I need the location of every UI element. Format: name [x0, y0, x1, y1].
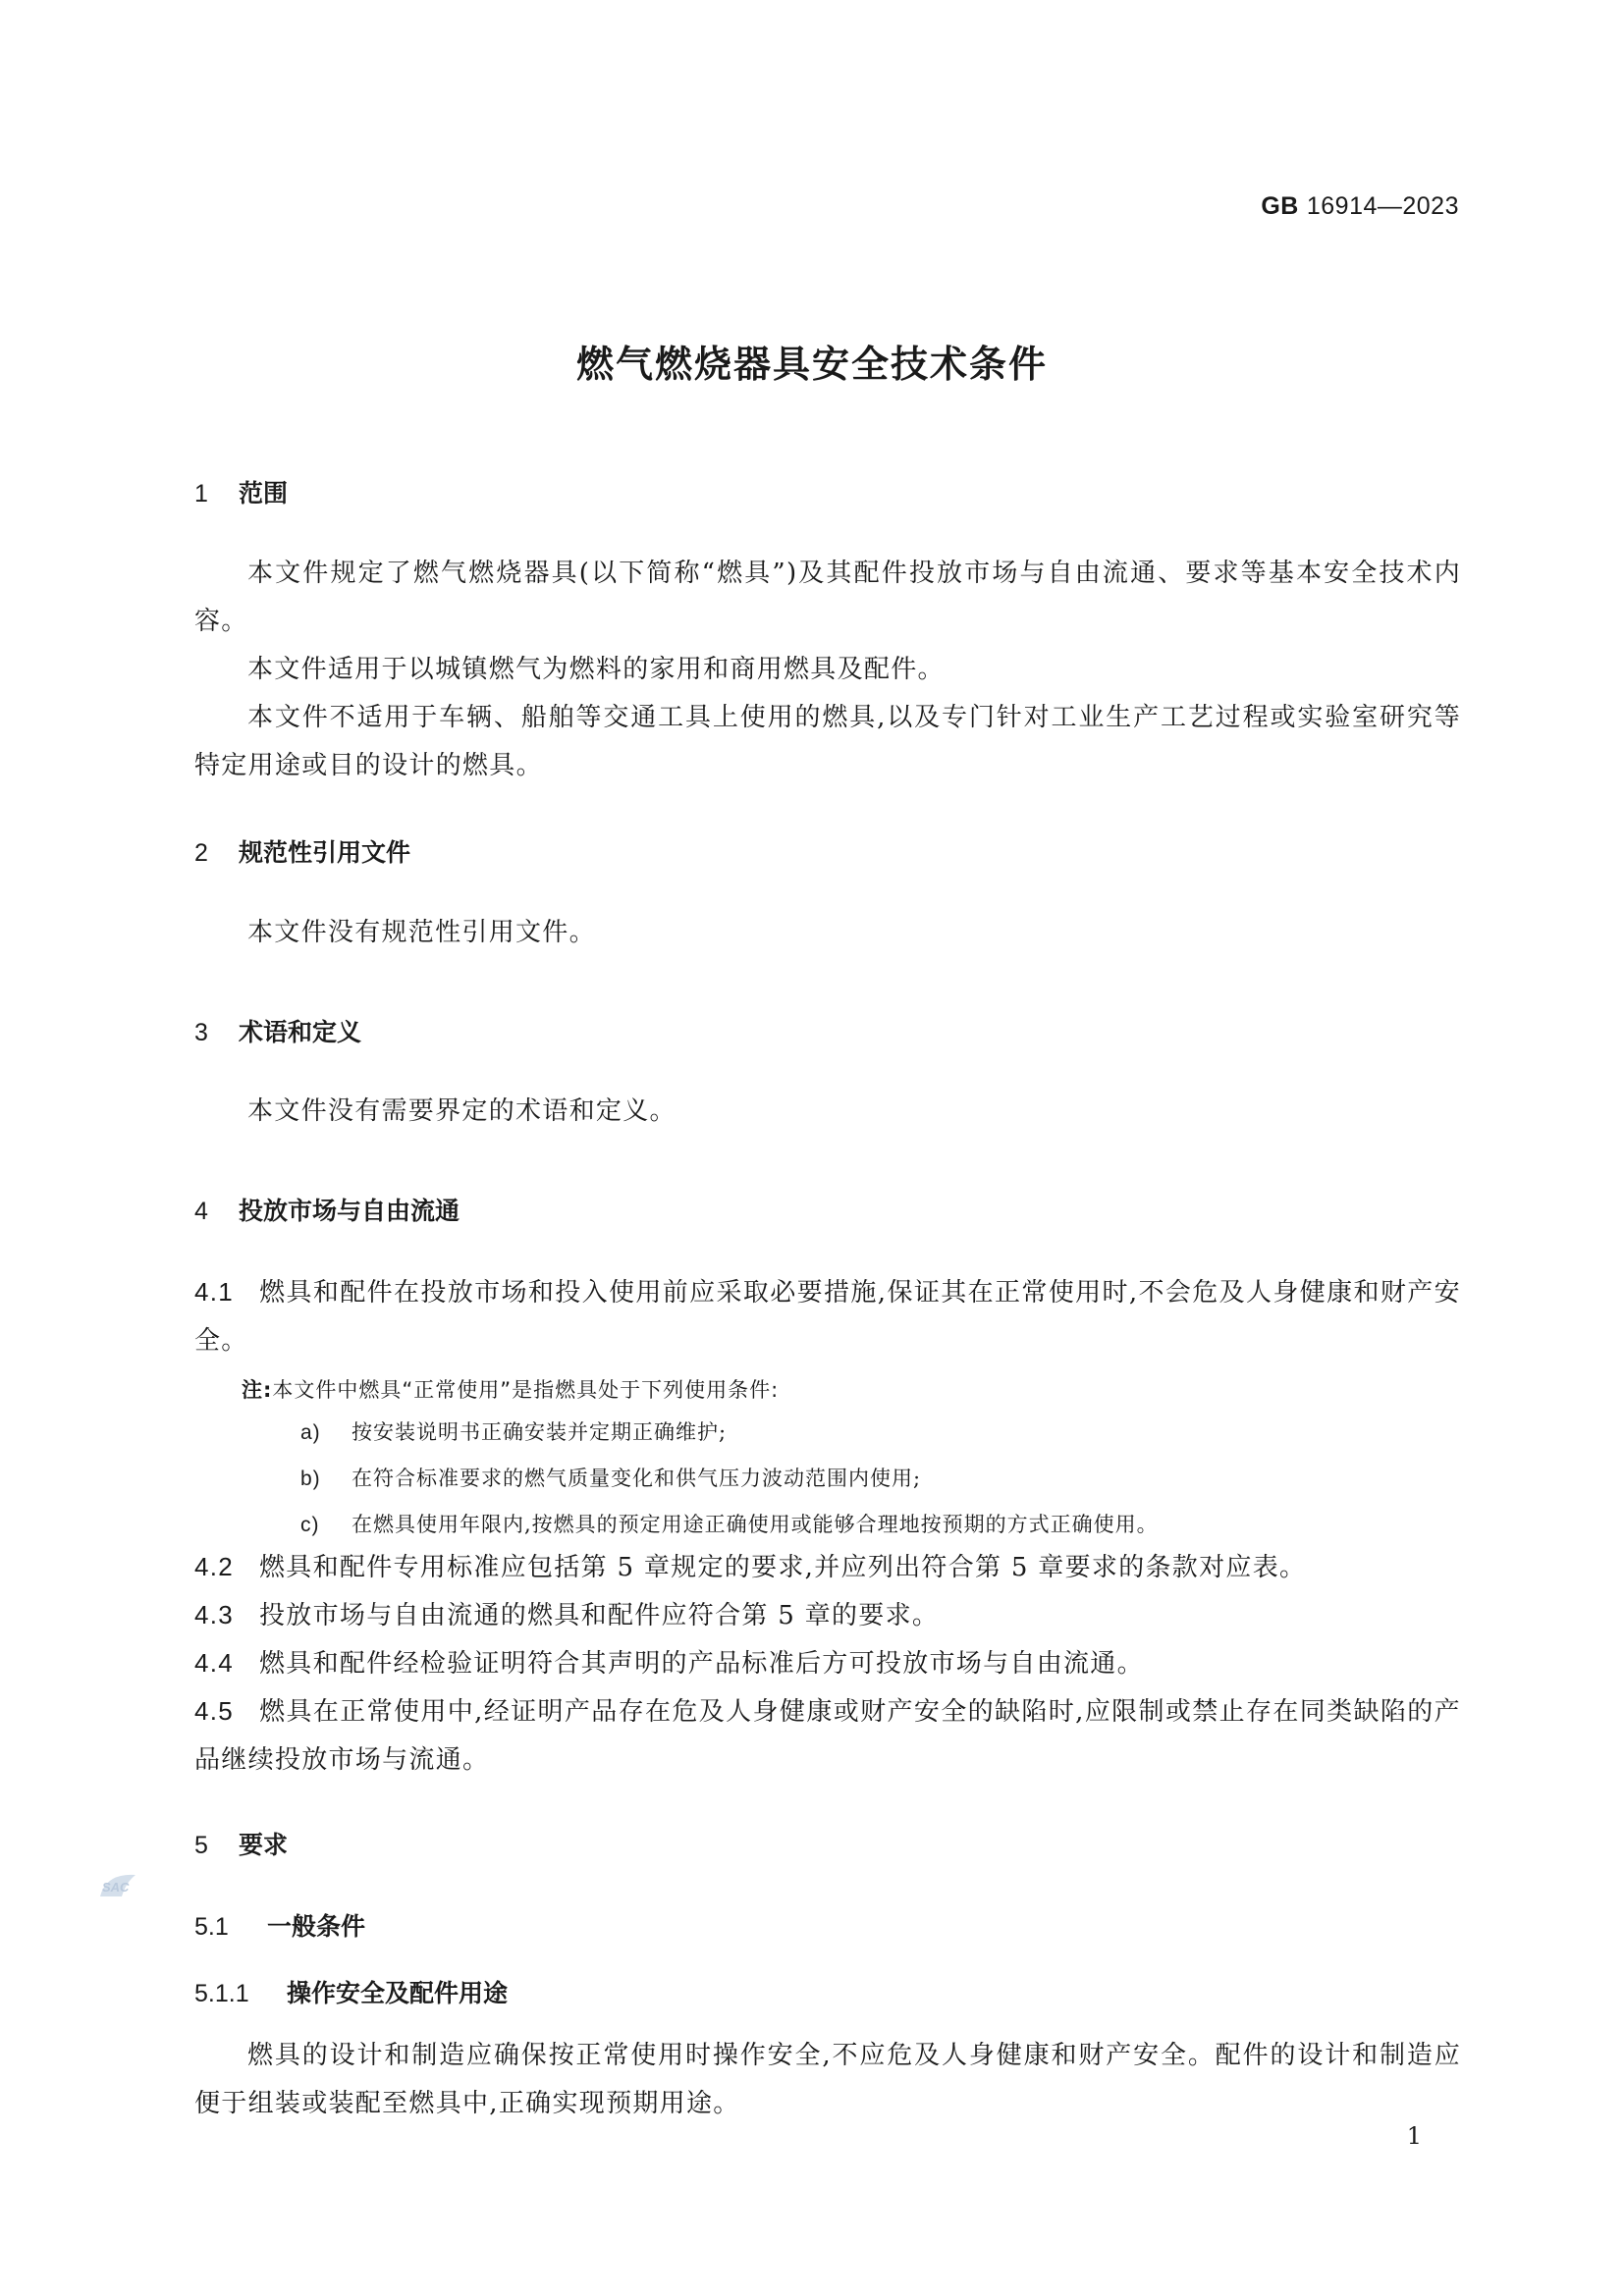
section-title: 操作安全及配件用途 [287, 1979, 509, 2007]
terms-paragraph: 本文件没有需要界定的术语和定义。 [247, 1096, 677, 1126]
section-number: 4 [194, 1198, 208, 1225]
section-title: 术语和定义 [239, 1018, 362, 1046]
clause-number: 4.4 [194, 1648, 235, 1678]
section-5-1-heading [194, 1907, 365, 1943]
note-item-letter: c) [300, 1514, 320, 1536]
section-title: 范围 [239, 479, 289, 507]
section-title: 要求 [239, 1831, 289, 1859]
section-5-heading [194, 1826, 288, 1861]
clause-text: 燃具和配件专用标准应包括第 5 章规定的要求,并应列出符合第 5 章要求的条款对应表。 [259, 1553, 1307, 1582]
clause-4-5 [194, 1687, 1461, 1785]
note-item-b [300, 1463, 921, 1492]
clause-number: 4.3 [194, 1600, 235, 1629]
scope-paragraph-2: 本文件适用于以城镇燃气为燃料的家用和商用燃具及配件。 [247, 655, 945, 684]
note-item-letter: a) [300, 1421, 321, 1444]
note-item-text: 按安装说明书正确安装并定期正确维护; [352, 1420, 728, 1444]
note-item-text: 在燃具使用年限内,按燃具的预定用途正确使用或能够合理地按预期的方式正确使用。 [352, 1513, 1159, 1536]
section-title: 一般条件 [267, 1912, 366, 1941]
section-number: 1 [194, 480, 208, 507]
section-number: 2 [194, 839, 208, 867]
page-number: 1 [1406, 2122, 1422, 2150]
standard-number: 16914—2023 [1306, 192, 1459, 220]
clause-text: 燃具和配件在投放市场和投入使用前应采取必要措施,保证其在正常使用时,不会危及人身健康和财产安全。 [194, 1278, 1461, 1356]
note-label: 注: [242, 1378, 273, 1402]
note-item-a [300, 1416, 727, 1446]
section-1-heading [194, 474, 288, 509]
note-item-c [300, 1509, 1159, 1538]
section-number: 5.1 [194, 1913, 229, 1941]
section-title: 规范性引用文件 [239, 838, 411, 867]
clause-text: 投放市场与自由流通的燃具和配件应符合第 5 章的要求。 [259, 1601, 940, 1630]
section-3-heading [194, 1013, 361, 1048]
clause-text: 燃具在正常使用中,经证明产品存在危及人身健康或财产安全的缺陷时,应限制或禁止存在同类缺陷的产品继续投放市场与流通。 [194, 1697, 1461, 1775]
note-item-text: 在符合标准要求的燃气质量变化和供气压力波动范围内使用; [352, 1467, 922, 1490]
clause-4-2 [194, 1543, 1461, 1592]
sac-watermark-logo [96, 1867, 141, 1904]
scope-paragraph-1: 本文件规定了燃气燃烧器具(以下简称“燃具”)及其配件投放市场与自由流通、要求等基本安全技术内容。 [194, 559, 1461, 636]
section-number: 5.1.1 [194, 1980, 249, 2007]
note-item-letter: b) [300, 1468, 321, 1490]
standard-code [1261, 192, 1459, 221]
clause-number: 4.5 [194, 1696, 235, 1726]
section-2-heading [194, 833, 410, 869]
svg-text:SAC: SAC [102, 1880, 130, 1895]
normative-references-paragraph: 本文件没有规范性引用文件。 [247, 918, 596, 947]
operation-safety-paragraph: 燃具的设计和制造应确保按正常使用时操作安全,不应危及人身健康和财产安全。配件的设计和制造应便于组装或装配至燃具中,正确实现预期用途。 [194, 2041, 1461, 2118]
clause-number: 4.1 [194, 1277, 235, 1307]
section-number: 3 [194, 1019, 208, 1046]
section-number: 5 [194, 1832, 208, 1859]
clause-text: 燃具和配件经检验证明符合其声明的产品标准后方可投放市场与自由流通。 [259, 1649, 1144, 1679]
document-title: 燃气燃烧器具安全技术条件 [575, 343, 1048, 386]
scope-paragraph-3: 本文件不适用于车辆、船舶等交通工具上使用的燃具,以及专门针对工业生产工艺过程或实验室研究等特定用途或目的设计的燃具。 [194, 703, 1461, 780]
clause-4-4 [194, 1639, 1461, 1688]
section-4-heading [194, 1192, 460, 1227]
section-5-1-1-heading [194, 1974, 508, 2009]
clause-number: 4.2 [194, 1552, 235, 1581]
section-title: 投放市场与自由流通 [239, 1197, 460, 1225]
clause-4-1 [194, 1268, 1461, 1365]
standard-prefix: GB [1261, 192, 1299, 220]
note-text: 本文件中燃具“正常使用”是指燃具处于下列使用条件: [272, 1378, 780, 1402]
clause-4-3 [194, 1591, 1461, 1640]
note [242, 1374, 779, 1404]
